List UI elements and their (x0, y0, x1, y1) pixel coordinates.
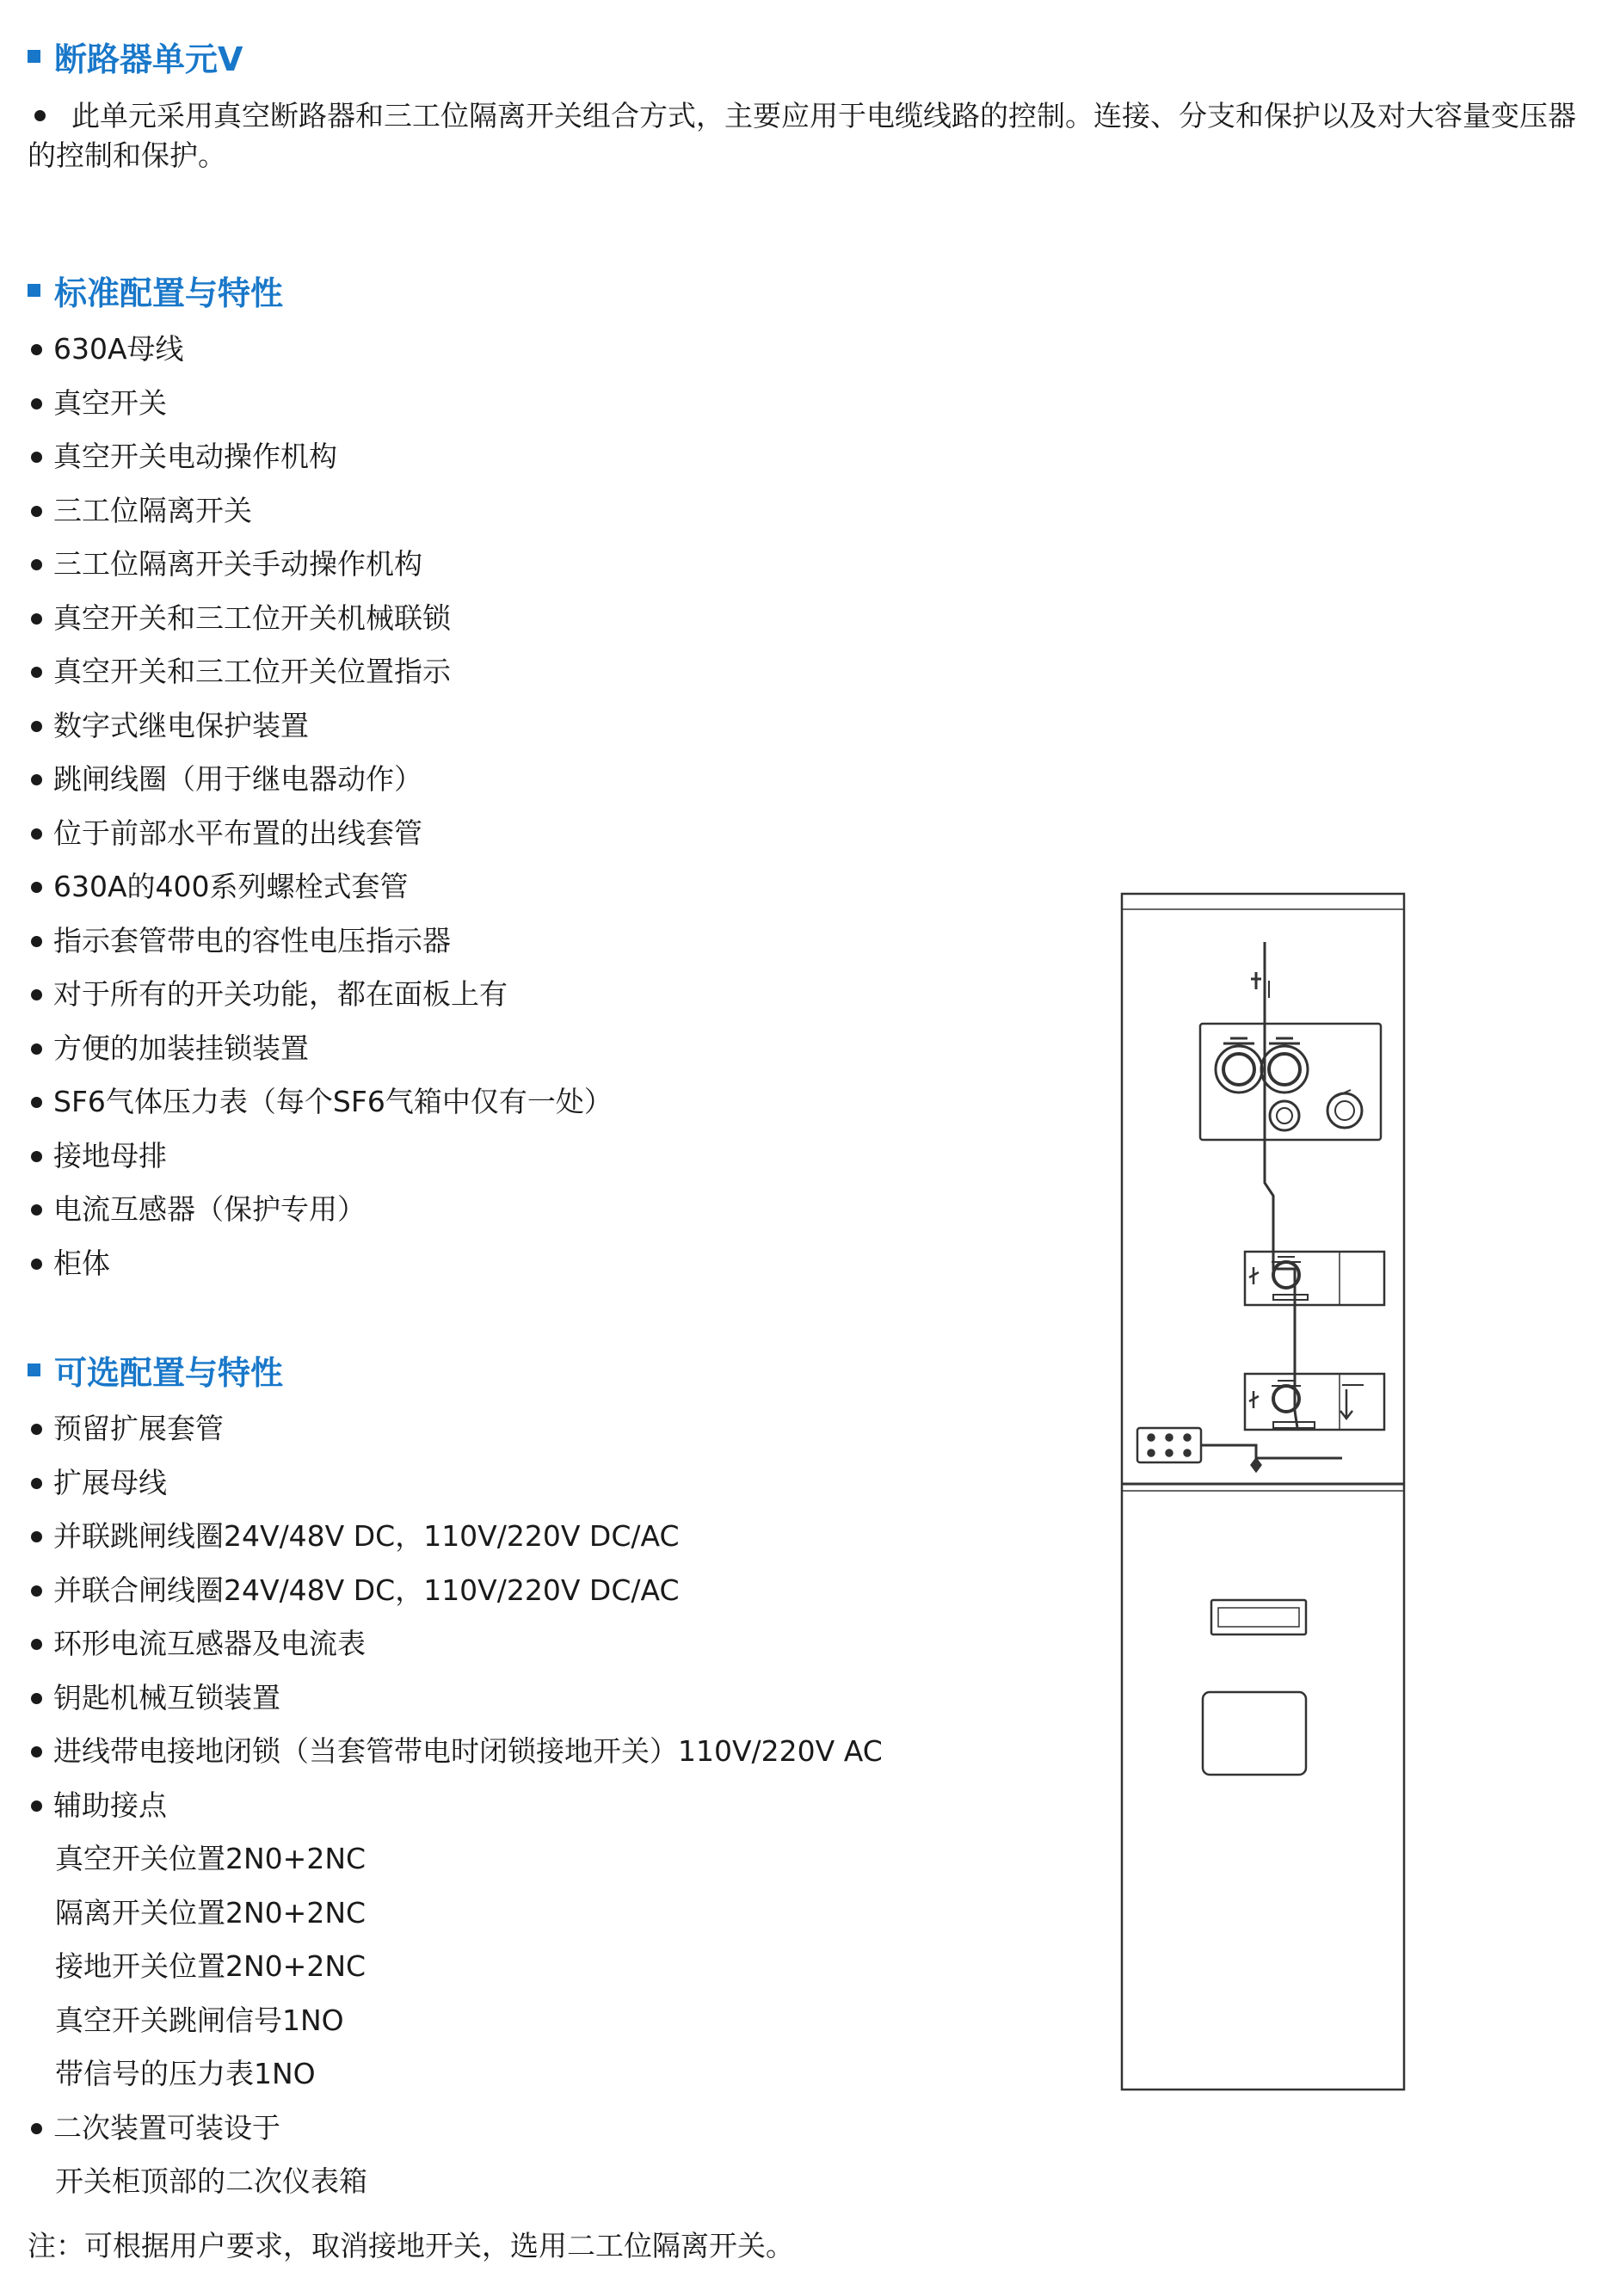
standard-title-text: 标准配置与特性 (54, 274, 284, 312)
list-item: 630A的400系列螺栓式套管 (28, 860, 613, 914)
list-item: 三工位隔离开关手动操作机构 (28, 538, 613, 592)
list-item: 真空开关和三工位开关位置指示 (28, 645, 613, 699)
optional-title (28, 1346, 283, 1394)
list-item: 指示套管带电的容性电压指示器 (28, 914, 613, 969)
list-item: 并联合闸线圈24V/48V DC，110V/220V DC/AC (28, 1564, 883, 1618)
list-item: 真空开关和三工位开关机械联锁 (28, 592, 613, 646)
disconnector-indicator (1245, 1252, 1384, 1305)
list-subitem: 真空开关位置2N0+2NC (55, 1842, 367, 1875)
list-item: 三工位隔离开关 (28, 484, 613, 539)
square-bullet-icon (28, 1363, 40, 1376)
optional-list (28, 1402, 883, 2209)
list-item: 630A母线 (28, 323, 613, 377)
lock-knob (1327, 1093, 1362, 1128)
switchgear-cabinet-drawing (1118, 890, 1411, 2095)
square-bullet-icon (28, 50, 40, 63)
mimic-line (1265, 942, 1297, 1428)
list-item: 预留扩展套管 (28, 1402, 883, 1456)
list-item: 接地母排 (28, 1130, 613, 1184)
intro-paragraph (28, 96, 1602, 175)
door-handle-slot (1211, 1600, 1306, 1634)
bushing-block (1137, 1428, 1201, 1462)
list-item: 方便的加装挂锁装置 (28, 1022, 613, 1076)
unit-title (28, 33, 243, 80)
list-item: 真空开关电动操作机构 (28, 430, 613, 484)
list-item: 辅助接点 (28, 1779, 883, 1833)
list-item: 电流互感器（保护专用） (28, 1183, 613, 1237)
list-item: 环形电流互感器及电流表 (28, 1617, 883, 1671)
list-subitem: 开关柜顶部的二次仪表箱 (55, 2164, 367, 2198)
list-subitem: 接地开关位置2N0+2NC (55, 1949, 367, 1983)
intro-text: 此单元采用真空断路器和三工位隔离开关组合方式，主要应用于电缆线路的控制。连接、分支和保护以及对大容量变压器的控制和保护。 (28, 99, 1576, 172)
list-subitem: 真空开关跳闸信号1NO (55, 2003, 344, 2037)
list-subitem: 带信号的压力表1NO (55, 2057, 316, 2090)
list-item: 扩展母线 (28, 1456, 883, 1511)
list-item: 跳闸线圈（用于继电器动作） (28, 753, 613, 807)
list-subitem: 隔离开关位置2N0+2NC (55, 1895, 367, 1930)
list-item: 真空开关 (28, 377, 613, 431)
inspection-window (1203, 1692, 1306, 1775)
round-bullet-icon (34, 110, 46, 121)
list-item: 并联跳闸线圈24V/48V DC，110V/220V DC/AC (28, 1510, 883, 1564)
optional-title-text: 可选配置与特性 (54, 1354, 284, 1392)
list-item: 二次装置可装设于 (28, 2102, 883, 2156)
standard-list (28, 323, 613, 1290)
pressure-gauge (1270, 1101, 1299, 1130)
unit-title-text: 断路器单元V (54, 40, 243, 78)
footnote: 注：可根据用户要求，取消接地开关，选用二工位隔离开关。 (28, 2229, 794, 2262)
list-item: 位于前部水平布置的出线套管 (28, 807, 613, 861)
list-item: 柜体 (28, 1237, 613, 1291)
list-item: 数字式继电保护装置 (28, 699, 613, 754)
list-item: 钥匙机械互锁装置 (28, 1671, 883, 1726)
square-bullet-icon (28, 284, 40, 297)
list-item: 进线带电接地闭锁（当套管带电时闭锁接地开关）110V/220V AC (28, 1725, 883, 1779)
list-item: SF6气体压力表（每个SF6气箱中仅有一处） (28, 1075, 613, 1130)
list-item: 对于所有的开关功能，都在面板上有 (28, 968, 613, 1022)
standard-title (28, 267, 283, 314)
